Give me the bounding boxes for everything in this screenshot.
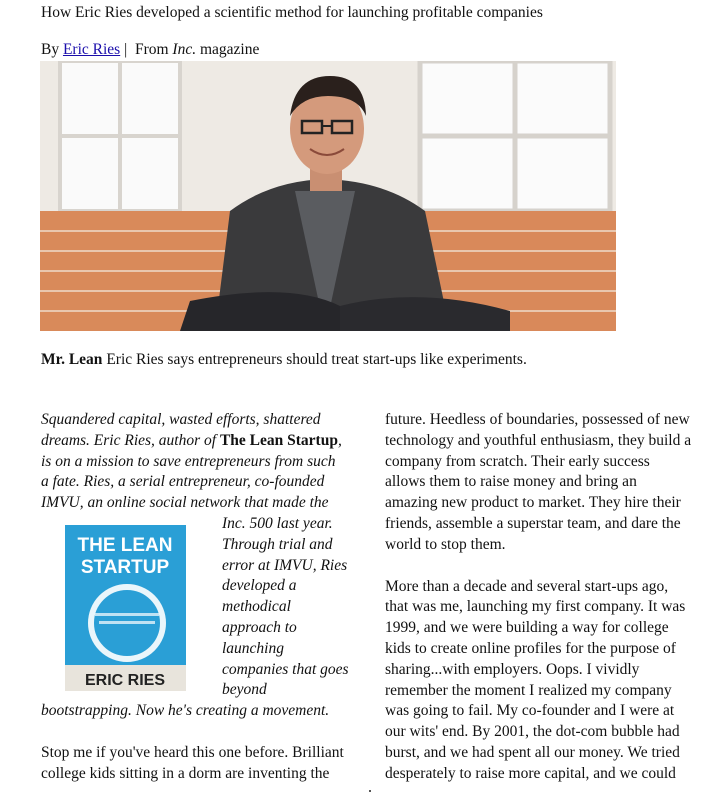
body-line: college kids sitting in a dorm are inventing the: [41, 764, 330, 782]
body-line: world to stop them.: [385, 535, 506, 553]
body-line: remember the moment I realized my company: [385, 681, 672, 699]
caption-bold: Mr. Lean: [41, 351, 103, 368]
body-line: allows them to raise money and bring an: [385, 473, 637, 491]
intro-line: approach to: [222, 618, 297, 636]
page-marker-dot: [369, 790, 371, 792]
magazine-suffix: magazine: [199, 41, 260, 58]
body-line: friends, assemble a superstar team, and dare the: [385, 514, 681, 532]
body-line: sharing...with employers. Oops. I vividly: [385, 660, 640, 678]
intro-line: is on a mission to save entrepreneurs from such: [41, 452, 336, 470]
body-line: that was me, launching my first company. It was: [385, 598, 686, 616]
intro-line: error at IMVU, Ries: [222, 556, 348, 574]
intro-line: Inc. 500 last year.: [222, 514, 333, 532]
book-cover-illustration: [65, 525, 186, 691]
body-line: amazing new product to market. They hire their: [385, 494, 681, 512]
book-cover-image: [65, 525, 186, 691]
intro-line: Through trial and: [222, 535, 333, 553]
body-line: future. Heedless of boundaries, possessed of new: [385, 411, 690, 428]
intro-line: [41, 431, 356, 452]
intro-line: methodical: [222, 598, 291, 616]
body-line: our wits' end. By 2001, the dot-com bubble had: [385, 723, 680, 741]
intro-line: beyond: [222, 681, 267, 699]
body-line: 1999, and we were building a way for college: [385, 619, 669, 637]
intro-line: IMVU, an online social network that made the: [41, 494, 329, 512]
intro-line: bootstrapping. Now he's creating a movement.: [41, 702, 330, 720]
body-line: was going to fail. My co-founder and I were at: [385, 702, 675, 720]
body-line: technology and youthful enthusiasm, they build a: [385, 431, 692, 449]
magazine-name: Inc.: [172, 41, 197, 58]
body-line: Stop me if you've heard this one before. Brilliant: [41, 743, 344, 761]
intro-text: dreams. Eric Ries, author of: [41, 431, 220, 449]
byline: [41, 41, 259, 59]
caption-text: Eric Ries says entrepreneurs should treat start-ups like experiments.: [106, 351, 527, 368]
book-title: The Lean Startup: [219, 431, 338, 449]
intro-line: launching: [222, 639, 284, 657]
body-line: burst, and we had spent all our money. We tried: [385, 743, 680, 761]
book-title-line1: THE LEAN: [77, 535, 173, 556]
author-link[interactable]: Eric Ries: [62, 41, 121, 58]
body-line: kids to create online profiles for the purpose of: [385, 639, 676, 657]
intro-text: ,: [337, 431, 342, 449]
body-line: More than a decade and several start-ups ago,: [385, 577, 669, 595]
author-photo-illustration: [40, 61, 616, 331]
photo-caption: [41, 351, 527, 369]
body-paragraph: [385, 577, 710, 785]
book-author: ERIC RIES: [84, 672, 166, 689]
article-subtitle: How Eric Ries developed a scientific method for launching profitable companies: [41, 4, 543, 21]
by-label: By: [41, 41, 60, 58]
from-label: From: [134, 41, 169, 58]
body-paragraph: [41, 743, 356, 785]
byline-separator: |: [124, 41, 128, 58]
right-column: [385, 410, 710, 785]
body-line: company from scratch. Their early success: [385, 452, 650, 470]
intro-line: a fate. Ries, a serial entrepreneur, co-founded: [41, 473, 325, 491]
intro-line: companies that goes: [222, 660, 349, 678]
book-title-line2: STARTUP: [80, 557, 170, 578]
intro-line: Squandered capital, wasted efforts, shattered: [41, 411, 321, 428]
body-paragraph: [385, 410, 710, 556]
author-photo: [40, 61, 616, 331]
intro-line: developed a: [222, 577, 297, 595]
body-line: desperately to raise more capital, and we could: [385, 764, 676, 782]
